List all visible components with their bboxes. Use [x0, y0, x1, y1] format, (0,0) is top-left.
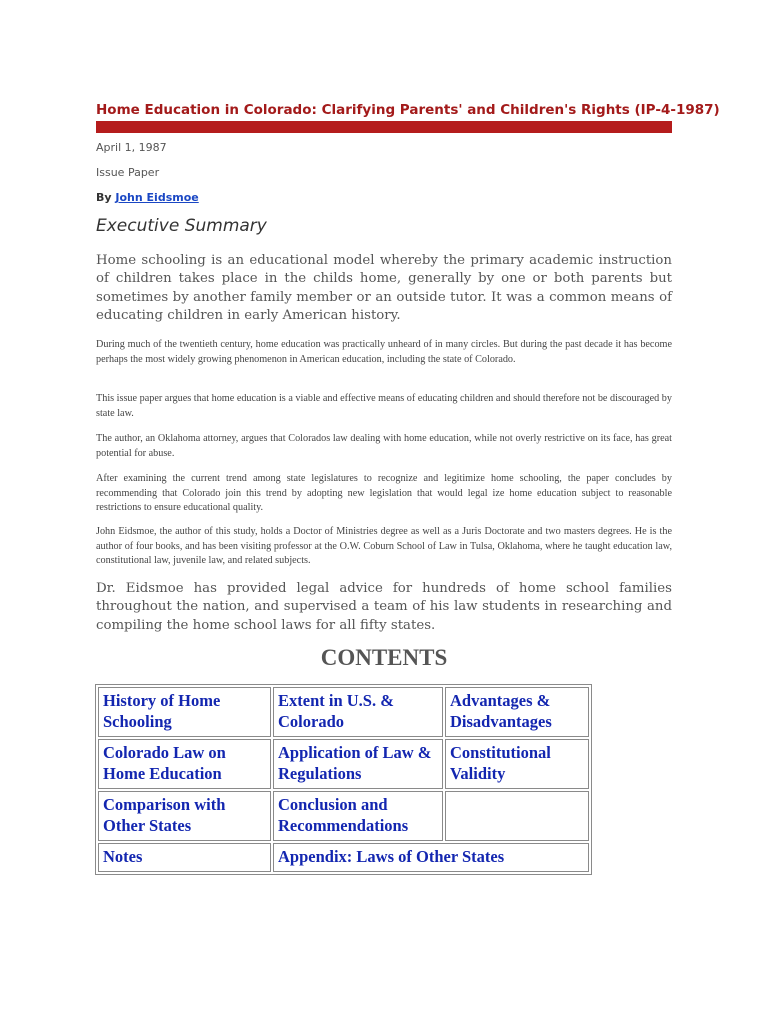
contents-row: [98, 791, 589, 841]
publication-date: April 1, 1987: [96, 141, 167, 154]
author-link[interactable]: John Eidsmoe: [115, 191, 199, 204]
summary-paragraph-2: During much of the twentieth century, home education was practically unheard of in many circles. But during the past decade it has become perhaps the most widely growing phenomenon in American education, including the state of Colorado.: [96, 339, 672, 365]
executive-summary-heading: Executive Summary: [96, 216, 267, 236]
link-history-of-home-schooling[interactable]: History of Home Schooling: [98, 687, 271, 737]
link-conclusion-and-recommendations[interactable]: Conclusion and Recommendations: [273, 791, 443, 841]
contents-row: [98, 687, 589, 737]
summary-paragraph-1: Home schooling is an educational model whereby the primary academic instruction of children takes place in the childs home, generally by one or both parents but sometimes by another family member or an outside tutor. It was a common means of educating children in early American history.: [96, 253, 672, 324]
summary-paragraph-7: Dr. Eidsmoe has provided legal advice for hundreds of home school families throughout the nation, and supervised a team of his law students in researching and compiling the home school laws for all fifty states.: [96, 581, 672, 633]
link-colorado-law-on-home-education[interactable]: Colorado Law on Home Education: [98, 739, 271, 789]
contents-row: [98, 739, 589, 789]
document-type: Issue Paper: [96, 166, 160, 179]
summary-paragraph-6: John Eidsmoe, the author of this study, holds a Doctor of Ministries degree as well as a Juris Doctorate and two masters degrees. He is the author of four books, and has been visiting professor at the O.W. Coburn School of Law in Tulsa, Oklahoma, where he taught education law, constitutional law, juvenile law, and related subjects.: [96, 526, 672, 567]
by-label: By: [96, 191, 112, 204]
summary-paragraph-5: After examining the current trend among state legislatures to recognize and legitimize home schooling, the paper concludes by recommending that Colorado join this trend by adopting new legislation that would legal ize home education subject to reasonable restrictions to ensure educational quality.: [96, 473, 672, 514]
link-appendix-laws-of-other-states[interactable]: Appendix: Laws of Other States: [273, 843, 589, 872]
contents-table: [95, 684, 592, 875]
page-title: Home Education in Colorado: Clarifying Parents' and Children's Rights (IP-4-1987): [96, 102, 720, 118]
byline: [96, 191, 199, 204]
empty-cell: [445, 791, 589, 841]
summary-paragraph-4: The author, an Oklahoma attorney, argues that Colorados law dealing with home education, while not overly restrictive on its face, has great potential for abuse.: [96, 433, 672, 459]
link-comparison-with-other-states[interactable]: Comparison with Other States: [98, 791, 271, 841]
title-divider-bar: [96, 121, 672, 133]
link-extent-in-us-colorado[interactable]: Extent in U.S. & Colorado: [273, 687, 443, 737]
link-notes[interactable]: Notes: [98, 843, 271, 872]
link-application-of-law-regulations[interactable]: Application of Law & Regulations: [273, 739, 443, 789]
summary-paragraph-3: This issue paper argues that home education is a viable and effective means of educating children and should therefore not be discouraged by state law.: [96, 393, 672, 419]
link-constitutional-validity[interactable]: Constitutional Validity: [445, 739, 589, 789]
link-advantages-disadvantages[interactable]: Advantages & Disadvantages: [445, 687, 589, 737]
contents-row: [98, 843, 589, 872]
contents-heading: CONTENTS: [320, 645, 448, 670]
